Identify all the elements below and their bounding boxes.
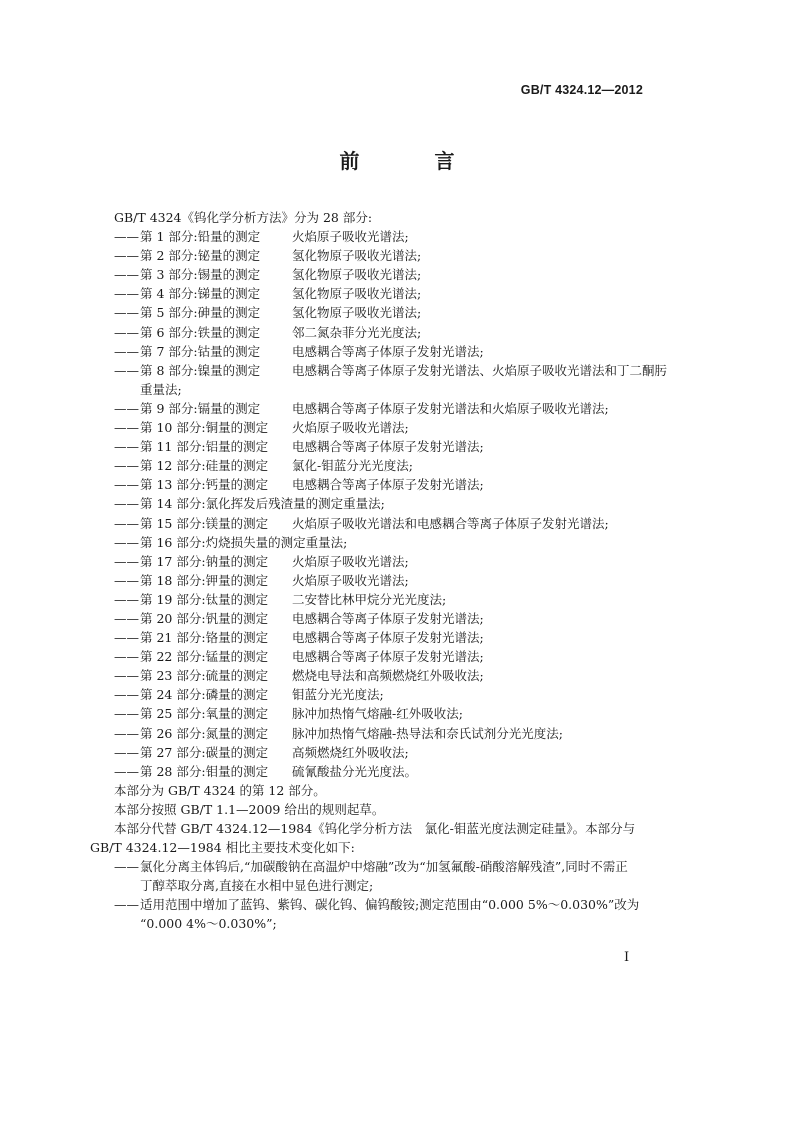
part-item xyxy=(90,323,660,342)
document-id: GB/T 4324.12—2012 xyxy=(520,83,643,97)
part-method: 二安替比林甲烷分光光度法; xyxy=(292,591,447,607)
part-method: 氢化物原子吸收光谱法; xyxy=(292,305,422,321)
part-item xyxy=(90,361,668,380)
dash-marker: —— xyxy=(114,572,139,588)
paragraph-drafting-rules: 本部分按照 GB/T 1.1—2009 给出的规则起草。 xyxy=(114,801,385,817)
dash-marker: —— xyxy=(114,668,139,684)
part-item xyxy=(90,533,660,552)
part-method: 氢化物原子吸收光谱法; xyxy=(292,286,422,302)
part-name: 第 12 部分:硅量的测定 xyxy=(140,458,269,474)
part-method: 火焰原子吸收光谱法; xyxy=(292,553,409,569)
dash-marker: —— xyxy=(114,248,139,264)
part-method: 火焰原子吸收光谱法和电感耦合等离子体原子发射光谱法; xyxy=(292,515,609,531)
part-name: 第 22 部分:锰量的测定 xyxy=(140,649,269,665)
part-name: 第 25 部分:氧量的测定 xyxy=(140,706,269,722)
dash-marker: —— xyxy=(114,305,139,321)
part-name: 第 15 部分:镁量的测定 xyxy=(140,515,269,531)
dash-marker: —— xyxy=(114,591,139,607)
part-method: 邻二氮杂菲分光光度法; xyxy=(292,324,422,340)
part-item xyxy=(90,284,660,303)
part-name: 第 17 部分:钠量的测定 xyxy=(140,553,269,569)
part-method-continuation: 重量法; xyxy=(140,381,182,397)
change-text: 氯化分离主体钨后,“加碳酸钠在高温炉中熔融”改为“加氢氟酸-硝酸溶解残渣”,同时不需正 xyxy=(140,859,628,875)
dash-marker: —— xyxy=(114,400,139,416)
part-name: 第 4 部分:锑量的测定 xyxy=(140,286,261,302)
part-method: 火焰原子吸收光谱法; xyxy=(292,572,409,588)
part-item xyxy=(90,704,660,723)
change-item xyxy=(90,857,660,876)
part-method: 电感耦合等离子体原子发射光谱法、火焰原子吸收光谱法和丁二酮肟 xyxy=(292,362,668,378)
dash-marker: —— xyxy=(114,610,139,626)
dash-marker: —— xyxy=(114,420,139,436)
part-item xyxy=(90,227,660,246)
part-item xyxy=(90,628,660,647)
part-method: 电感耦合等离子体原子发射光谱法; xyxy=(292,630,484,646)
dash-marker: —— xyxy=(114,744,139,760)
part-item xyxy=(90,609,660,628)
part-method: 高频燃烧红外吸收法; xyxy=(292,744,409,760)
part-method: 重量法; xyxy=(343,496,385,512)
dash-marker: —— xyxy=(114,458,139,474)
part-name: 第 20 部分:钒量的测定 xyxy=(140,610,269,626)
part-method: 重量法; xyxy=(305,534,348,550)
part-item xyxy=(90,494,660,513)
part-method: 脉冲加热惰气熔融-热导法和奈氏试剂分光光度法; xyxy=(292,725,563,741)
part-name: 第 11 部分:铝量的测定 xyxy=(140,439,269,455)
parts-list xyxy=(90,227,668,781)
part-item xyxy=(90,685,660,704)
part-name: 第 2 部分:铋量的测定 xyxy=(140,248,261,264)
part-item xyxy=(90,743,660,762)
part-name: 第 23 部分:硫量的测定 xyxy=(140,668,269,684)
part-name: 第 10 部分:铜量的测定 xyxy=(140,420,269,436)
part-method: 电感耦合等离子体原子发射光谱法; xyxy=(292,610,484,626)
dash-marker: —— xyxy=(114,553,139,569)
dash-marker: —— xyxy=(114,763,139,779)
part-name: 第 7 部分:钴量的测定 xyxy=(140,343,261,359)
part-item xyxy=(90,475,660,494)
intro-text: GB/T 4324《钨化学分析方法》分为 28 部分: xyxy=(114,210,373,225)
part-name: 第 16 部分:灼烧损失量的测定 xyxy=(140,534,306,550)
dash-marker: —— xyxy=(114,286,139,302)
dash-marker: —— xyxy=(114,687,139,703)
part-method: 硫氰酸盐分光光度法。 xyxy=(292,763,418,779)
part-name: 第 8 部分:镍量的测定 xyxy=(140,362,261,378)
dash-marker: —— xyxy=(114,897,139,913)
part-method: 氢化物原子吸收光谱法; xyxy=(292,267,422,283)
part-name: 第 19 部分:钛量的测定 xyxy=(140,591,269,607)
paragraph-replaces-line2: GB/T 4324.12—1984 相比主要技术变化如下: xyxy=(90,840,355,856)
part-method: 电感耦合等离子体原子发射光谱法; xyxy=(292,343,484,359)
part-name: 第 21 部分:铬量的测定 xyxy=(140,630,269,646)
part-method: 火焰原子吸收光谱法; xyxy=(292,229,409,245)
change-text-continuation: “0.000 4%～0.030%”; xyxy=(140,916,277,932)
dash-marker: —— xyxy=(114,439,139,455)
change-text-continuation: 丁醇萃取分离,直接在水相中显色进行测定; xyxy=(140,878,374,894)
dash-marker: —— xyxy=(114,630,139,646)
part-name: 第 24 部分:磷量的测定 xyxy=(140,687,269,703)
part-item xyxy=(90,552,660,571)
paragraph-part-number: 本部分为 GB/T 4324 的第 12 部分。 xyxy=(114,782,326,798)
dash-marker: —— xyxy=(114,229,139,245)
foreword-body xyxy=(90,208,668,934)
part-item xyxy=(90,342,660,361)
dash-marker: —— xyxy=(114,859,139,875)
part-item xyxy=(90,246,660,265)
part-method: 火焰原子吸收光谱法; xyxy=(292,420,409,436)
part-item xyxy=(90,437,660,456)
part-method: 电感耦合等离子体原子发射光谱法和火焰原子吸收光谱法; xyxy=(292,400,609,416)
part-method: 燃烧电导法和高频燃烧红外吸收法; xyxy=(292,668,484,684)
dash-marker: —— xyxy=(114,362,139,378)
dash-marker: —— xyxy=(114,706,139,722)
part-name: 第 3 部分:锡量的测定 xyxy=(140,267,261,283)
part-item xyxy=(90,571,660,590)
part-item xyxy=(90,647,660,666)
part-item xyxy=(90,399,660,418)
change-item xyxy=(90,895,660,914)
part-item xyxy=(90,666,660,685)
part-method: 电感耦合等离子体原子发射光谱法; xyxy=(292,649,484,665)
part-item xyxy=(90,514,660,533)
change-text: 适用范围中增加了蓝钨、紫钨、碳化钨、偏钨酸铵;测定范围由“0.000 5%～0.030%”改为 xyxy=(140,897,640,913)
part-item xyxy=(90,762,660,781)
part-item xyxy=(90,303,660,322)
dash-marker: —— xyxy=(114,343,139,359)
dash-marker: —— xyxy=(114,649,139,665)
part-method: 电感耦合等离子体原子发射光谱法; xyxy=(292,477,484,493)
page-title: 前 言 xyxy=(339,149,489,173)
part-item xyxy=(90,724,660,743)
part-method: 氢化物原子吸收光谱法; xyxy=(292,248,422,264)
part-name: 第 6 部分:铁量的测定 xyxy=(140,324,261,340)
part-name: 第 13 部分:钙量的测定 xyxy=(140,477,269,493)
part-name: 第 9 部分:镉量的测定 xyxy=(140,400,261,416)
part-name: 第 1 部分:铅量的测定 xyxy=(140,229,261,245)
part-method: 脉冲加热惰气熔融-红外吸收法; xyxy=(292,706,463,722)
part-name: 第 28 部分:钼量的测定 xyxy=(140,763,269,779)
part-name: 第 26 部分:氮量的测定 xyxy=(140,725,269,741)
part-item xyxy=(90,456,660,475)
changes-list xyxy=(90,857,660,933)
part-method: 氯化-钼蓝分光光度法; xyxy=(292,458,413,474)
part-method: 电感耦合等离子体原子发射光谱法; xyxy=(292,439,484,455)
dash-marker: —— xyxy=(114,267,139,283)
part-name: 第 27 部分:碳量的测定 xyxy=(140,744,269,760)
dash-marker: —— xyxy=(114,515,139,531)
dash-marker: —— xyxy=(114,725,139,741)
paragraph-replaces-line1: 本部分代替 GB/T 4324.12—1984《钨化学分析方法 氯化-钼蓝光度法测定硅量》。本部分与 xyxy=(114,821,636,836)
part-method: 钼蓝分光光度法; xyxy=(292,687,384,703)
part-item xyxy=(90,418,660,437)
part-name: 第 5 部分:砷量的测定 xyxy=(140,305,261,321)
dash-marker: —— xyxy=(114,477,139,493)
part-name: 第 14 部分:氯化挥发后残渣量的测定 xyxy=(140,496,344,512)
page-number: I xyxy=(624,950,630,965)
part-item xyxy=(90,265,660,284)
part-name: 第 18 部分:钾量的测定 xyxy=(140,572,269,588)
dash-marker: —— xyxy=(114,496,139,512)
dash-marker: —— xyxy=(114,534,139,550)
part-item xyxy=(90,590,660,609)
dash-marker: —— xyxy=(114,324,139,340)
